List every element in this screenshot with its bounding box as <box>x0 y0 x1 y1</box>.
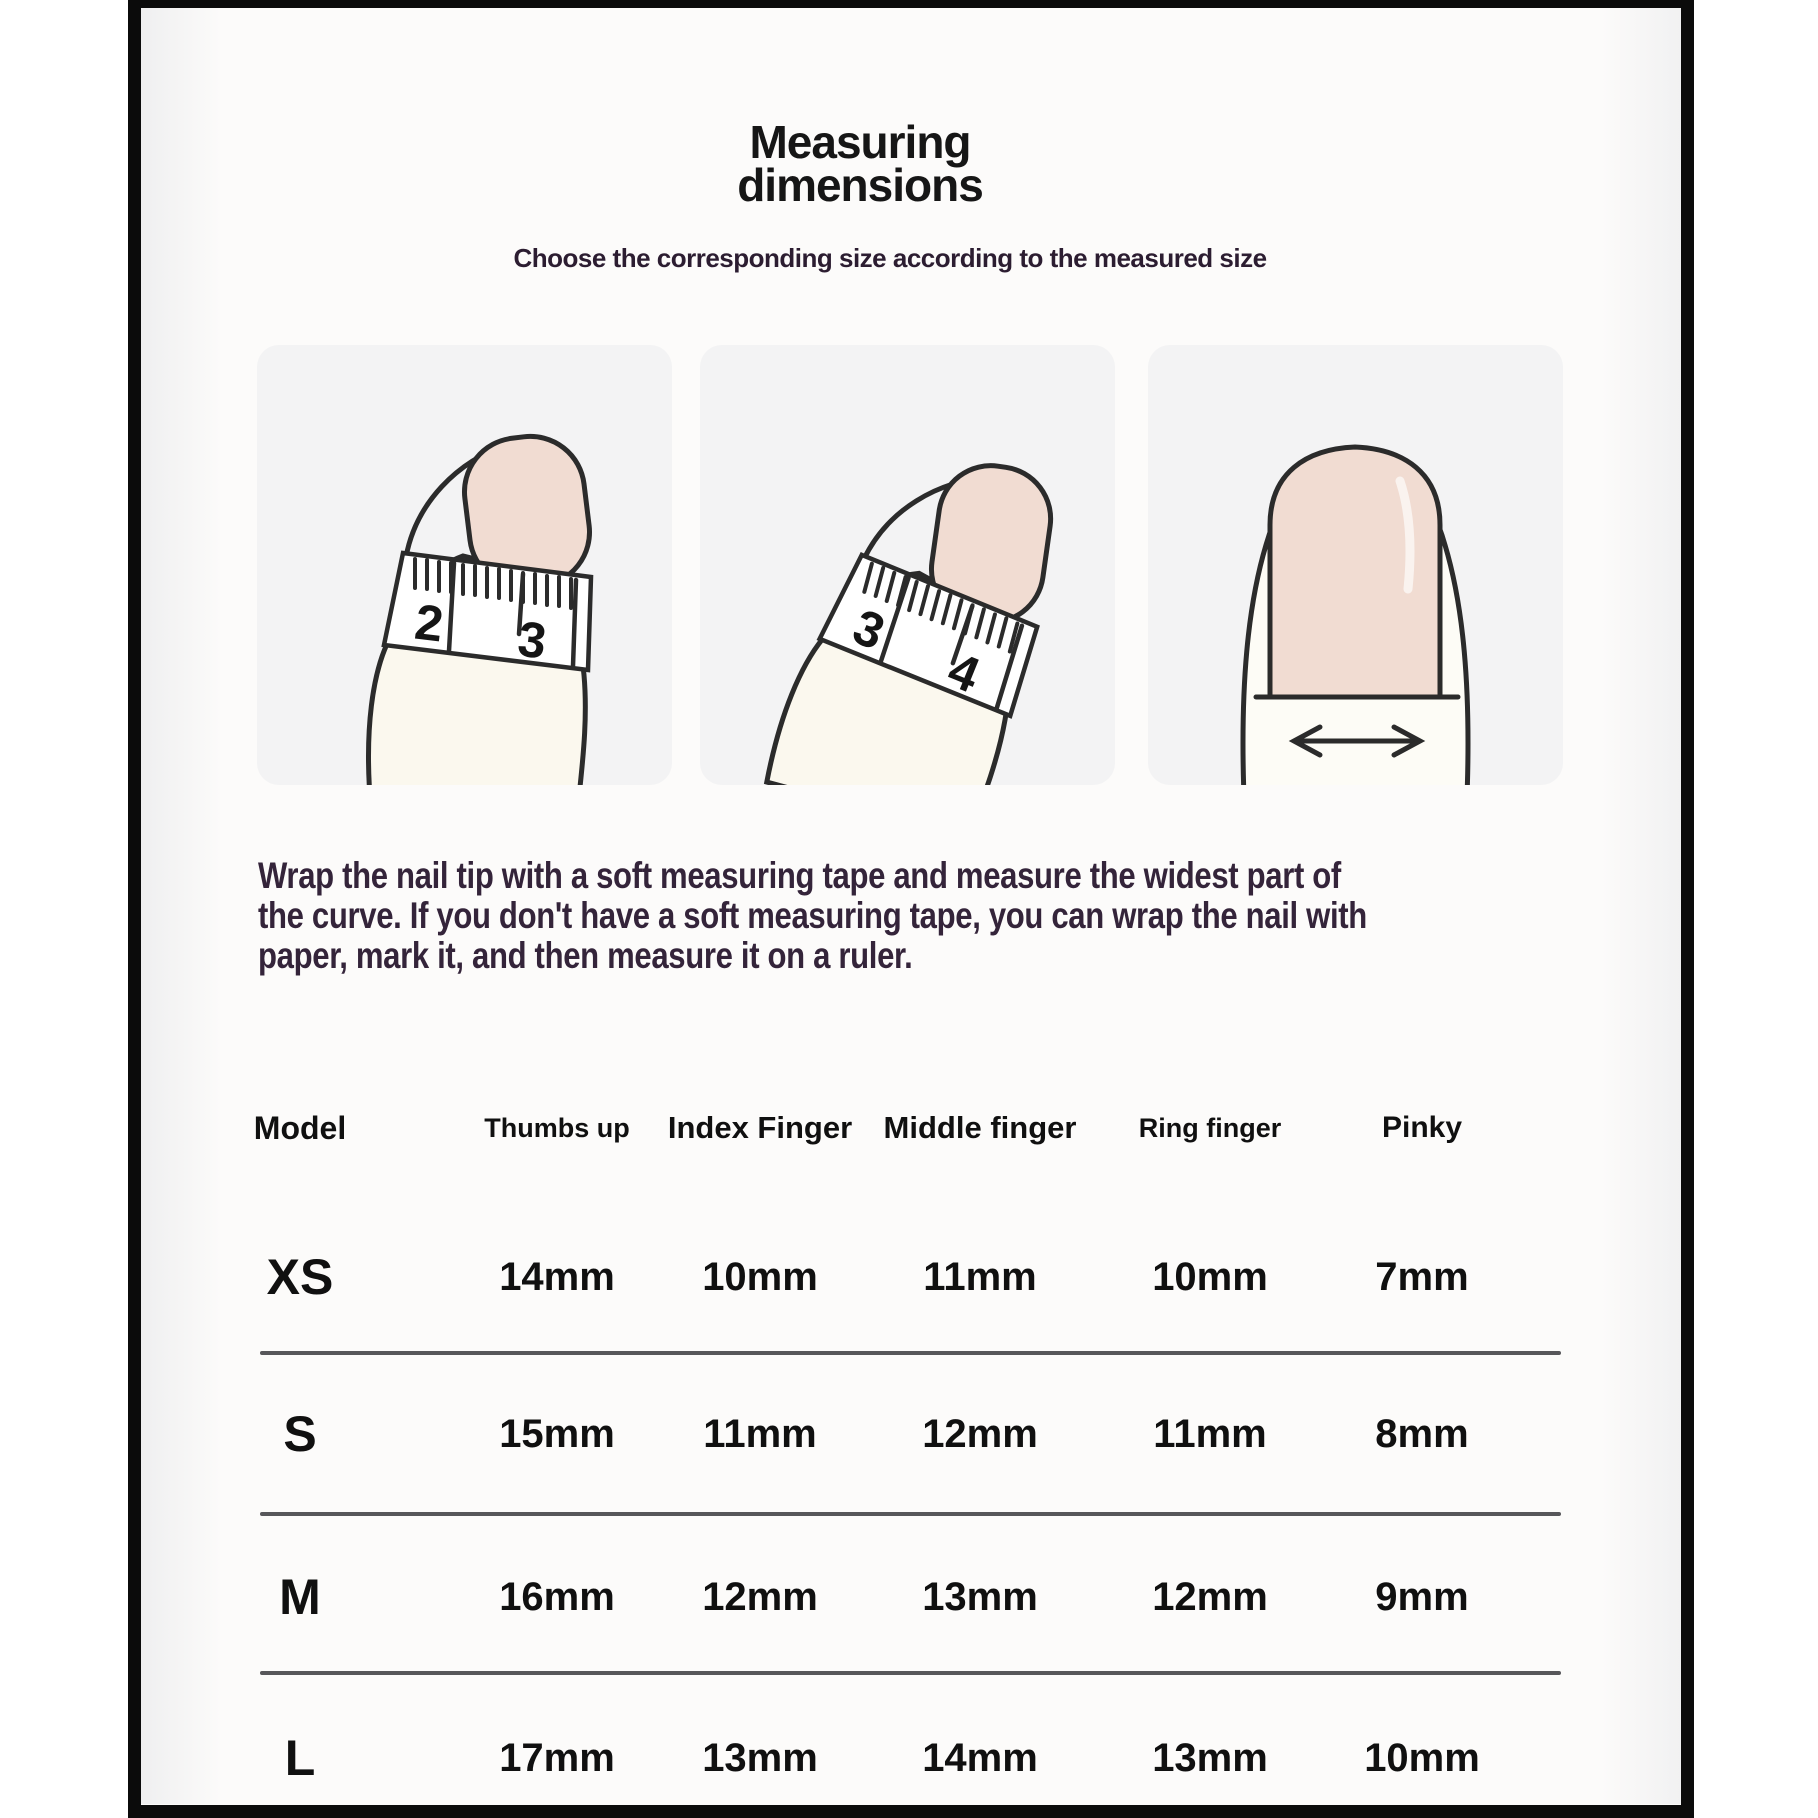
size-value: 13mm <box>922 1575 1038 1619</box>
table-row-xs <box>0 1247 1818 1307</box>
page-title-line1: Measuring <box>749 116 971 168</box>
illustration-measure-tape-front <box>257 345 672 785</box>
size-value: 12mm <box>702 1575 818 1619</box>
size-value: 15mm <box>499 1412 615 1456</box>
size-value: 8mm <box>1375 1412 1469 1456</box>
size-value: 17mm <box>499 1736 615 1780</box>
instructions-paragraph <box>258 856 1568 976</box>
page-title-line2: dimensions <box>737 159 983 211</box>
row-divider <box>260 1351 1561 1355</box>
finger-width-icon <box>1148 345 1563 785</box>
size-value: 13mm <box>1152 1736 1268 1780</box>
size-value: 13mm <box>702 1736 818 1780</box>
size-value: 10mm <box>1364 1736 1480 1780</box>
size-value: 14mm <box>499 1255 615 1299</box>
size-value: 7mm <box>1375 1255 1469 1299</box>
size-value: 10mm <box>1152 1255 1268 1299</box>
tape-number: 4 <box>940 641 988 704</box>
column-header-thumb: Thumbs up <box>484 1113 630 1143</box>
table-row-s <box>0 1404 1818 1464</box>
size-value: 11mm <box>923 1255 1037 1299</box>
finger-tape-angled-icon <box>700 345 1115 785</box>
size-value: 12mm <box>922 1412 1038 1456</box>
table-row-m <box>0 1567 1818 1627</box>
illustration-measure-width <box>1148 345 1563 785</box>
illustration-measure-tape-angled <box>700 345 1115 785</box>
instructions-line: Wrap the nail tip with a soft measuring tape and measure the widest part of <box>258 855 1341 896</box>
page-title <box>160 116 1560 211</box>
table-row-l <box>0 1728 1818 1788</box>
size-value: 14mm <box>922 1736 1038 1780</box>
size-label: L <box>284 1730 316 1786</box>
column-header-ring: Ring finger <box>1138 1113 1282 1143</box>
size-label: M <box>279 1569 321 1625</box>
instructions-line: paper, mark it, and then measure it on a ruler. <box>258 935 913 976</box>
tape-number: 3 <box>845 598 893 661</box>
column-header-model: Model <box>253 1110 347 1146</box>
size-value: 10mm <box>702 1255 818 1299</box>
page-subtitle: Choose the corresponding size according to the measured size <box>513 243 1267 273</box>
column-header-middle: Middle finger <box>883 1110 1077 1145</box>
size-label: XS <box>266 1249 334 1305</box>
size-value: 12mm <box>1152 1575 1268 1619</box>
instructions-line: the curve. If you don't have a soft measuring tape, you can wrap the nail with <box>258 895 1367 936</box>
finger-tape-front-icon <box>257 345 672 785</box>
size-table-header-row <box>0 1100 1818 1156</box>
size-label: S <box>283 1406 317 1462</box>
column-header-index: Index Finger <box>667 1110 853 1145</box>
size-value: 16mm <box>499 1575 615 1619</box>
tape-number: 3 <box>514 610 550 670</box>
column-header-pinky: Pinky <box>1381 1111 1463 1144</box>
row-divider <box>260 1512 1561 1516</box>
row-divider <box>260 1671 1561 1675</box>
size-value: 11mm <box>703 1412 817 1456</box>
tape-number: 2 <box>411 593 447 653</box>
size-value: 9mm <box>1375 1575 1469 1619</box>
size-value: 11mm <box>1153 1412 1267 1456</box>
